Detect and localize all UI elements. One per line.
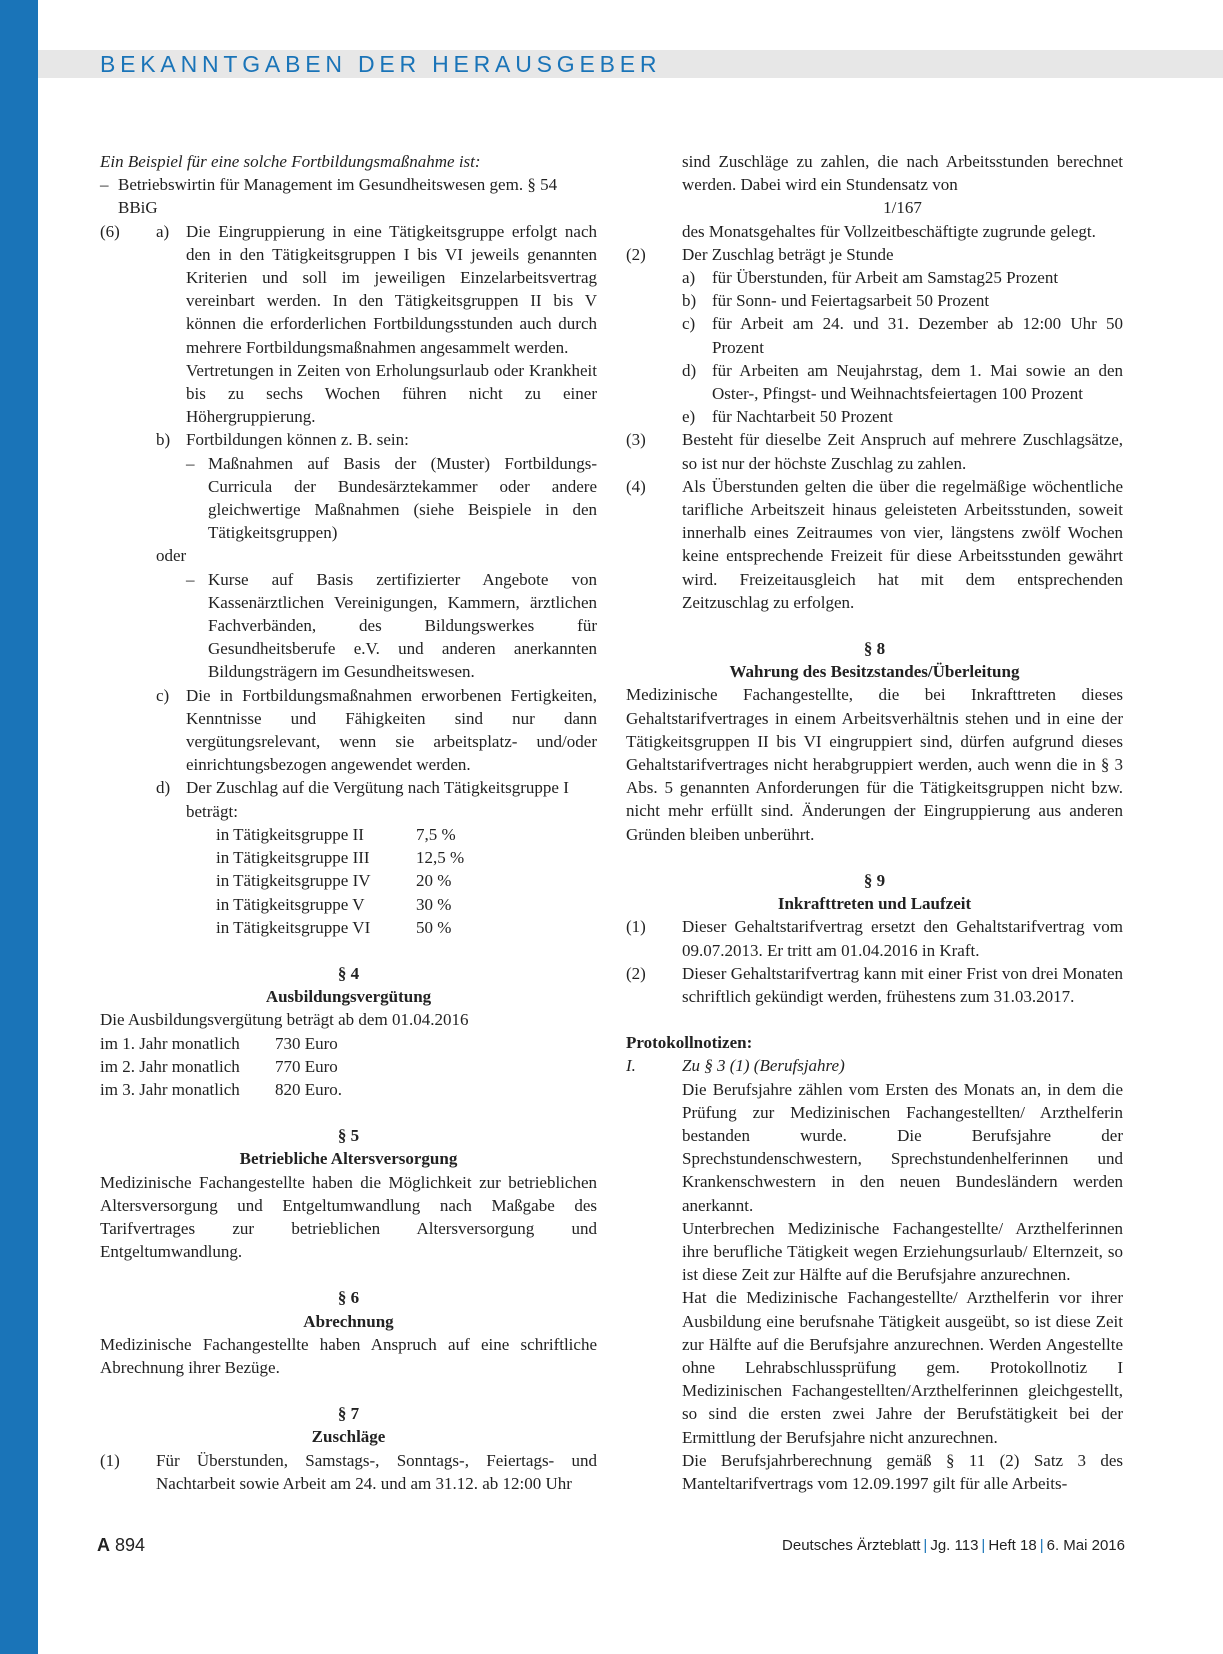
- side-accent-stripe: [0, 0, 38, 1654]
- list-item: c) für Arbeit am 24. und 31. Dezember ab 12:00 Uhr 50 Prozent: [682, 314, 1123, 357]
- table-cell: 820 Euro.: [275, 1079, 343, 1099]
- paragraph-number: (3): [626, 430, 646, 450]
- paragraph-text: Dieser Gehaltstarifvertrag kann mit einer Frist von drei Monaten schriftlich gekündigt werden, frühestens zum 31.03.2017.: [682, 963, 1123, 1006]
- oder-text: oder: [156, 546, 187, 566]
- list-item: d) für Arbeiten am Neujahrstag, dem 1. Mai sowie an den Oster-, Pfingst- und Weihnachtsfeiertagen 100 Prozent: [682, 360, 1123, 404]
- list-item: a) für Überstunden, für Arbeit am Samstag25 Prozent: [682, 268, 1059, 288]
- table-cell: im 1. Jahr monatlich: [100, 1033, 240, 1053]
- page-number: [97, 1535, 145, 1556]
- section-9-paragraph-2: [626, 962, 1123, 1008]
- item-letter: a): [156, 221, 170, 241]
- paragraph-2: [626, 243, 1123, 266]
- protocol-notes-title: Protokollnotizen:: [626, 1033, 753, 1053]
- journal-citation: Deutsches Ärzteblatt | Jg. 113 | Heft 18 | 6. Mai 2016: [782, 1537, 1125, 1554]
- right-column: [626, 150, 1123, 1495]
- section-4-title: Ausbildungsvergütung: [265, 987, 432, 1007]
- table-cell: 7,5 %: [416, 824, 456, 844]
- protocol-note-I: [626, 1054, 1123, 1077]
- table-cell: in Tätigkeitsgruppe IV: [216, 871, 371, 891]
- table-cell: 730 Euro: [275, 1033, 338, 1053]
- paragraph-text: Besteht für dieselbe Zeit Anspruch auf mehrere Zuschlagsätze, so ist nur der höchste Zuschlag zu zahlen.: [682, 430, 1123, 473]
- item-c: [100, 684, 597, 777]
- item-d: [100, 776, 597, 822]
- section-header-title: BEKANNTGABEN DER HERAUSGEBER: [100, 51, 662, 77]
- left-column: [100, 150, 597, 1495]
- protocol-note-text-2: Unterbrechen Medizinische Fachangestellte/ Arzthelferinnen ihre berufliche Tätigkeit wegen Erziehungsurlaub/ Elternzeit, so ist diese Zeit zur Hälfte auf die Berufsjahre anzurechnen.: [682, 1218, 1123, 1285]
- protocol-note-text-1: Die Berufsjahre zählen vom Ersten des Monats an, in dem die Prüfung zur Medizinischen Fachangestellten/ Arzthelferin bestanden wurde. Die Berufsjahre der Sprechstundenschwestern, Sprechstundenhelferinnen und Krankenschwestern in den neuen Bundesländern werden anerkannt.: [682, 1079, 1123, 1215]
- section-9-number: § 9: [863, 870, 886, 890]
- item-b: [100, 428, 597, 451]
- intro-text: Ein Beispiel für eine solche Fortbildungsmaßnahme ist:: [100, 152, 481, 171]
- paragraph-text: Als Überstunden gelten die über die regelmäßige wöchentliche tarifliche Arbeitszeit hinaus geleisteten Arbeitsstunden, soweit innerhalb eines Zeitraumes von vier, längstens zwölf Wochen keine entsprechende Freizeit für diese Arbeitsstunden gewährt wird. Freizeitausgleich hat mit dem entsprechenden Zeitzuschlag zu erfolgen.: [682, 476, 1123, 612]
- section-5-text: Medizinische Fachangestellte haben die Möglichkeit zur betrieblichen Altersversorgung und Entgeltumwandlung nach Maßgabe des Tarifvertrages zur betrieblichen Altersversorgung und Entgeltumwandlung.: [100, 1172, 597, 1262]
- training-pay-table: [100, 1032, 597, 1102]
- paragraph-number: (6): [100, 221, 120, 241]
- section-6-number: § 6: [337, 1288, 360, 1308]
- section-9-paragraph-1: [626, 915, 1123, 961]
- page-prefix: A: [97, 1535, 110, 1555]
- note-heading: Zu § 3 (1) (Berufsjahre): [682, 1056, 845, 1076]
- item-letter: d): [156, 778, 171, 798]
- continuation-text: sind Zuschläge zu zahlen, die nach Arbeitsstunden berechnet werden. Dabei wird ein Stundensatz von: [682, 152, 1123, 195]
- section-8-text: Medizinische Fachangestellte, die bei Inkrafttreten dieses Gehaltstarifvertrages in einem Arbeitsverhältnis stehen und in eine der Tätigkeitsgruppen II bis VI eingruppiert sind, dürfen aufgrund dieses Gehaltstarifvertrages nicht herabgruppiert werden, auch wenn die in § 3 Abs. 5 genannten Anforderungen für die Tätigkeitsgruppen nicht bzw. nicht mehr erfüllt sind. Änderungen der Eingruppierung aus anderen Gründen bleiben unberührt.: [626, 685, 1123, 844]
- table-cell: 20 %: [416, 871, 452, 891]
- list-item: b) für Sonn- und Feiertagsarbeit 50 Prozent: [682, 291, 990, 311]
- paragraph-text: Dieser Gehaltstarifvertrag ersetzt den Gehaltstarifvertrag vom 09.07.2013. Er tritt am 01.04.2016 in Kraft.: [682, 917, 1123, 960]
- section-4-number: § 4: [337, 963, 360, 983]
- paragraph-text: Der Zuschlag beträgt je Stunde: [682, 244, 894, 264]
- section-9-title: Inkrafttreten und Laufzeit: [777, 894, 972, 914]
- intro-dash-item: – Betriebswirtin für Management im Gesundheitswesen gem. § 54 BBiG: [100, 175, 558, 218]
- table-cell: in Tätigkeitsgruppe V: [216, 894, 365, 914]
- protocol-note-text-4: Die Berufsjahrberechnung gemäß § 11 (2) Satz 3 des Manteltarifvertrags vom 12.09.1997 gilt für alle Arbeits-: [682, 1450, 1123, 1493]
- paragraph-number: (2): [626, 244, 646, 264]
- paragraph-number: (2): [626, 963, 646, 983]
- section-6-title: Abrechnung: [303, 1311, 394, 1331]
- journal-issue: Heft 18: [988, 1537, 1037, 1554]
- item-d-text: Der Zuschlag auf die Vergütung nach Tätigkeitsgruppe I beträgt:: [186, 778, 569, 821]
- table-cell: in Tätigkeitsgruppe III: [216, 848, 370, 868]
- item-b-text: Fortbildungen können z. B. sein:: [186, 430, 409, 450]
- paragraph-text: Für Überstunden, Samstags-, Sonntags-, Feiertags- und Nachtarbeit sowie Arbeit am 24. und am 31.12. ab 12:00 Uhr: [156, 1450, 597, 1493]
- paragraph-3: [626, 428, 1123, 474]
- section-7-paragraph-1: [100, 1449, 597, 1495]
- item-b-dash-2: – Kurse auf Basis zertifizierter Angebote von Kassenärztlichen Vereinigungen, Kammern, ärztlichen Fachverbänden, des Bildungswerkes für Gesundheitsberufe e.V. und anderen anerkannten Bildungsträgern im Gesundheitswesen.: [186, 569, 597, 682]
- item-b-dash-1: – Maßnahmen auf Basis der (Muster) Fortbildungs-Curricula der Bundesärztekammer oder andere gleichwertige Maßnahmen (siehe Beispiele in den Tätigkeitsgruppen): [186, 453, 597, 543]
- section-6-text: Medizinische Fachangestellte haben Anspruch auf eine schriftliche Abrechnung ihrer Bezüge.: [100, 1334, 597, 1377]
- section-5-number: § 5: [337, 1126, 360, 1146]
- table-cell: 30 %: [416, 894, 452, 914]
- journal-date: 6. Mai 2016: [1046, 1537, 1125, 1554]
- table-cell: im 2. Jahr monatlich: [100, 1056, 240, 1076]
- protocol-note-text-3: Hat die Medizinische Fachangestellte/ Arzthelferin vor ihrer Ausbildung eine berufsnahe Tätigkeit ausgeübt, so ist diese Zeit zur Hälfte auf die Berufsjahre anzurechnen. Werden Angestellte ohne Lehrabschlussprüfung gem. Protokollnotiz I Medizinischen Fachangestellten/Arzthelferinnen gleichgestellt, so sind die ersten zwei Jahre der Berufstätigkeit bei der Ermittlung der Berufsjahre nicht anzurechnen.: [682, 1288, 1123, 1447]
- item-letter: c): [156, 685, 170, 705]
- item-a-text: Die Eingruppierung in eine Tätigkeitsgruppe erfolgt nach den in den Tätigkeitsgruppen I bis VI jeweils genannten Kriterien und soll im jeweiligen Einzelarbeitsvertrag vereinbart werden. In den Tätigkeitsgruppen II bis V können die erforderlichen Fortbildungsstunden auch durch mehrere Fortbildungsmaßnahmen angesammelt werden.: [186, 221, 597, 357]
- section-7-title: Zuschläge: [311, 1427, 386, 1447]
- paragraph-6: [100, 220, 597, 359]
- note-number: I.: [626, 1056, 636, 1076]
- fraction-value: 1/167: [883, 198, 922, 218]
- table-cell: 50 %: [416, 917, 452, 937]
- section-4-text: Die Ausbildungsvergütung beträgt ab dem 01.04.2016: [100, 1010, 469, 1030]
- surcharge-table: [100, 823, 597, 939]
- paragraph-number: (1): [626, 917, 646, 937]
- paragraph-number: (4): [626, 476, 646, 496]
- table-cell: in Tätigkeitsgruppe VI: [216, 917, 371, 937]
- item-c-text: Die in Fortbildungsmaßnahmen erworbenen Fertigkeiten, Kenntnisse und Fähigkeiten sind nur dann vergütungsrelevant, wenn sie arbeitsplatz- und/oder einrichtungsbezogen angewendet werden.: [186, 685, 597, 775]
- continuation-text-2: des Monatsgehaltes für Vollzeitbeschäftigte zugrunde gelegt.: [682, 221, 1096, 241]
- table-cell: 12,5 %: [416, 848, 465, 868]
- section-8-title: Wahrung des Besitzstandes/Überleitung: [729, 662, 1020, 682]
- paragraph-4: [626, 475, 1123, 614]
- section-5-title: Betriebliche Altersversorgung: [239, 1149, 458, 1169]
- section-8-number: § 8: [863, 639, 886, 659]
- page-number-value: 894: [115, 1535, 146, 1555]
- journal-name: Deutsches Ärzteblatt: [782, 1537, 921, 1554]
- section-7-number: § 7: [337, 1404, 360, 1424]
- item-letter: b): [156, 430, 171, 450]
- item-a-text-2: Vertretungen in Zeiten von Erholungsurlaub oder Krankheit bis zu sechs Wochen führen nicht zu einer Höhergruppierung.: [186, 360, 597, 427]
- table-cell: 770 Euro: [275, 1056, 338, 1076]
- table-cell: in Tätigkeitsgruppe II: [216, 824, 364, 844]
- journal-volume: Jg. 113: [930, 1537, 979, 1554]
- list-item: e) für Nachtarbeit 50 Prozent: [682, 407, 893, 427]
- paragraph-number: (1): [100, 1450, 120, 1470]
- table-cell: im 3. Jahr monatlich: [100, 1079, 240, 1099]
